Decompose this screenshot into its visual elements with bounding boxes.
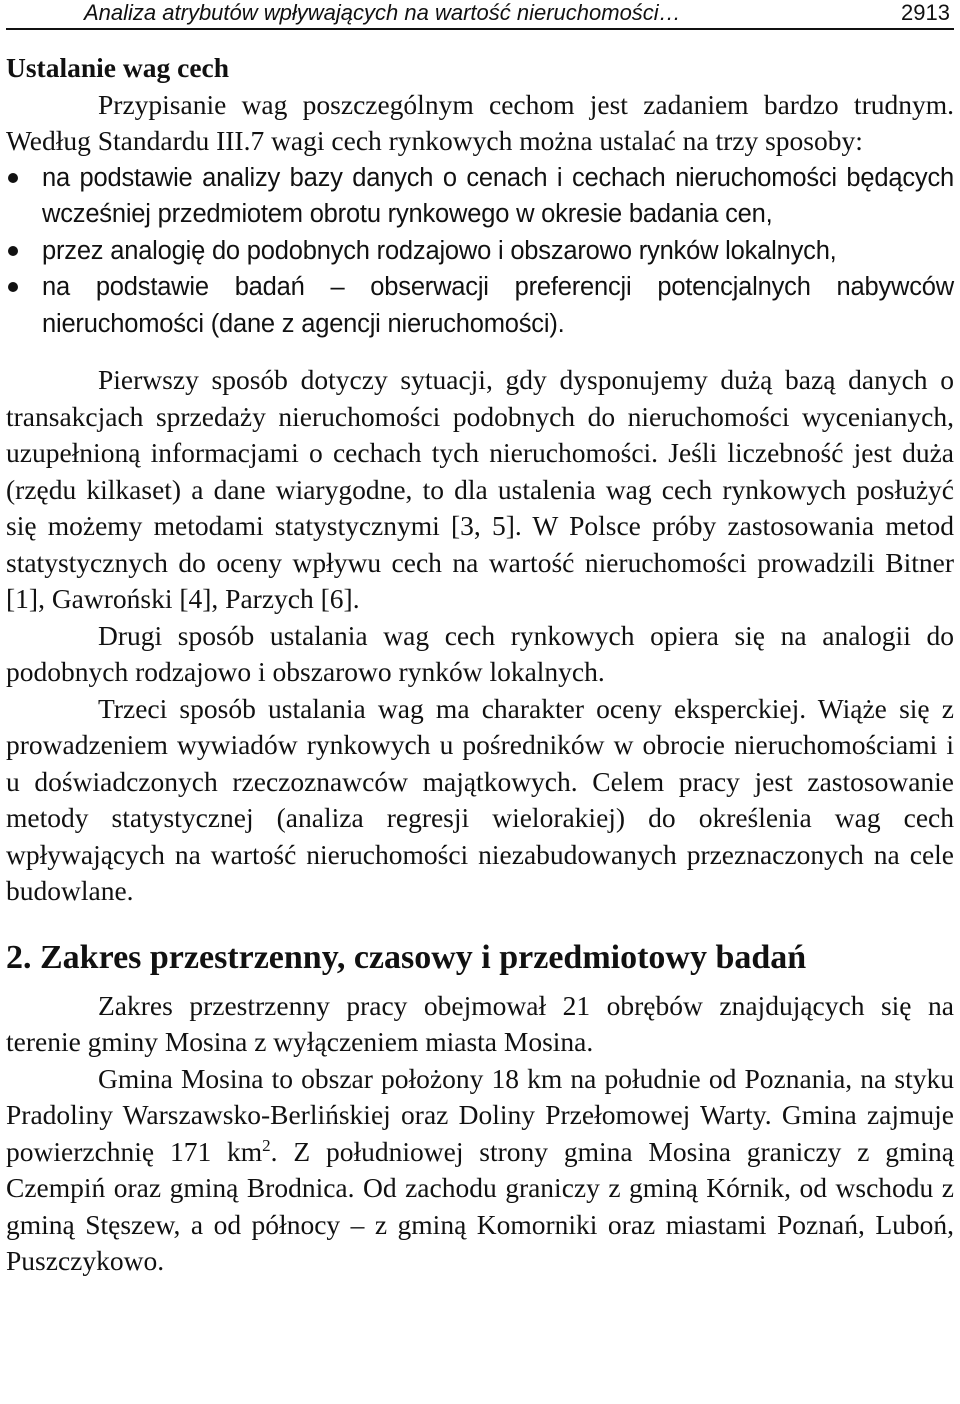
bullet-list	[6, 160, 954, 343]
paragraph-first-method: Pierwszy sposób dotyczy sytuacji, gdy dysponujemy dużą bazą danych o transakcjach sprzedaży nieruchomości podobnych do nieruchomości wycenianych, uzupełnioną informacjami o cechach tych nieruchomości. Jeśli liczebność jest duża (rzędu kilkaset) a dane wiarygodne, to dla ustalenia wag cech rynkowych posłużyć się możemy metodami statystycznymi [3, 5]. W Polsce próby zastosowania metod statystycznych do oceny wpływu cech na wartość nieruchomości prowadzili Bitner [1], Gawroński [4], Parzych [6].	[6, 364, 954, 614]
intro-paragraph: Przypisanie wag poszczególnym cechom jest zadaniem bardzo trudnym. Według Standardu III.7 wagi cech rynkowych można ustalać na trzy sposoby:	[6, 88, 954, 156]
bullet-text: na podstawie analizy bazy danych o cenach i cechach nieruchomości będących wcześniej przedmiotem obrotu rynkowego w okresie badania cen,	[42, 163, 954, 228]
bullet-dot-icon	[8, 246, 18, 256]
page-number: 2913	[901, 0, 950, 25]
bullet-text: na podstawie badań – obserwacji preferencji potencjalnych nabywców nieruchomości (dane z agencji nieruchomości).	[42, 273, 954, 338]
text-before-superscript: Gmina Mosina to obszar położony 18 km na południe od Poznania, na styku Pradoliny Warszawsko-Berlińskiej oraz Doliny Przełomowej Warty. Gmina zajmuje powierzchnię 171 km	[6, 1062, 954, 1167]
subheading: Ustalanie wag cech	[6, 52, 230, 83]
bullet-dot-icon	[8, 282, 18, 292]
text-after-superscript: . Z południowej strony gmina Mosina graniczy z gminą Czempiń oraz gminą Brodnica. Od zachodu graniczy z gminą Kórnik, od wschodu z gminą Stęszew, a od północy – z gminą Komorniki oraz miastami Poznań, Luboń, Puszczykowo.	[6, 1135, 954, 1276]
paragraph-second-method: Drugi sposób ustalania wag cech rynkowych opiera się na analogii do podobnych rodzajowo i obszarowo rynków lokalnych.	[6, 619, 954, 687]
running-header-title: Analiza atrybutów wpływających na wartość nieruchomości…	[84, 0, 681, 25]
bullet-item-1	[6, 160, 954, 233]
bullet-dot-icon	[8, 173, 18, 183]
paragraph-mosina-description	[6, 1061, 954, 1280]
spacer	[6, 342, 954, 362]
paragraph-third-method: Trzeci sposób ustalania wag ma charakter oceny eksperckiej. Wiąże się z prowadzeniem wywiadów rynkowych u pośredników w obrocie nieruchomościami i u doświadczonych rzeczoznawców majątkowych. Celem pracy jest zastosowanie metody statystycznej (analiza regresji wielorakiej) do określenia wag cech wpływających na wartość nieruchomości niezabudowanych przeznaczonych na cele budowlane.	[6, 692, 954, 906]
bullet-item-3	[6, 269, 954, 342]
bullet-item-2	[6, 233, 954, 270]
bullet-text: przez analogię do podobnych rodzajowo i obszarowo rynków lokalnych,	[42, 236, 837, 265]
area-superscript: 2	[262, 1135, 271, 1155]
running-header	[6, 0, 954, 30]
section-heading: 2. Zakres przestrzenny, czasowy i przedmiotowy badań	[6, 938, 807, 976]
paragraph-spatial-scope: Zakres przestrzenny pracy obejmował 21 obrębów znajdujących się na terenie gminy Mosina z wyłączeniem miasta Mosina.	[6, 989, 954, 1057]
